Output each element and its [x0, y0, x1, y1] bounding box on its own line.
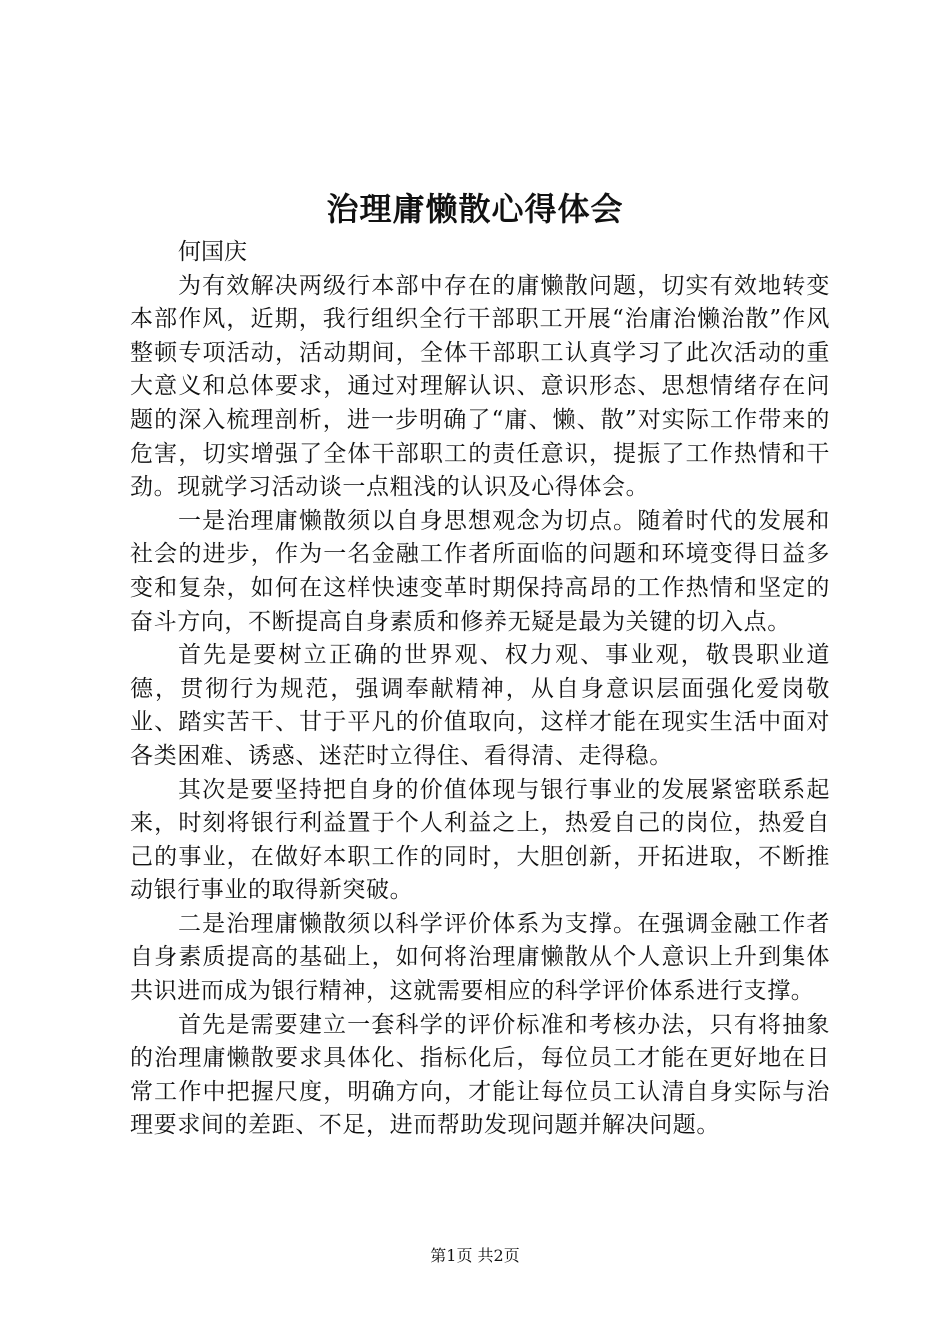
document-title: 治理庸懒散心得体会	[326, 190, 624, 228]
paragraph-4: 其次是要坚持把自身的价值体现与银行事业的发展紧密联系起来，时刻将银行利益置于个人利益之上，热爱自己的岗位，热爱自己的事业，在做好本职工作的同时，大胆创新，开拓进取，不断推动银行事业的取得新突破。	[130, 776, 830, 904]
author-name: 何国庆	[178, 239, 247, 265]
paragraph-2: 一是治理庸懒散须以自身思想观念为切点。随着时代的发展和社会的进步，作为一名金融工作者所面临的问题和环境变得日益多变和复杂，如何在这样快速变革时期保持高昂的工作热情和坚定的奋斗方向，不断提高自身素质和修养无疑是最为关键的切入点。	[130, 507, 830, 635]
paragraph-6: 首先是需要建立一套科学的评价标准和考核办法，只有将抽象的治理庸懒散要求具体化、指标化后，每位员工才能在更好地在日常工作中把握尺度，明确方向，才能让每位员工认清自身实际与治理要求间的差距、不足，进而帮助发现问题并解决问题。	[130, 1011, 830, 1139]
page-footer: 第1页 共2页	[430, 1246, 520, 1265]
document-body	[130, 236, 830, 1143]
paragraph-5: 二是治理庸懒散须以科学评价体系为支撑。在强调金融工作者自身素质提高的基础上，如何将治理庸懒散从个人意识上升到集体共识进而成为银行精神，这就需要相应的科学评价体系进行支撑。	[130, 910, 830, 1005]
paragraph-3: 首先是要树立正确的世界观、权力观、事业观，敬畏职业道德，贯彻行为规范，强调奉献精神，从自身意识层面强化爱岗敬业、踏实苦干、甘于平凡的价值取向，这样才能在现实生活中面对各类困难、诱惑、迷茫时立得住、看得清、走得稳。	[130, 642, 830, 769]
paragraph-1: 为有效解决两级行本部中存在的庸懒散问题，切实有效地转变本部作风，近期，我行组织全行干部职工开展“治庸治懒治散”作风整顿专项活动，活动期间，全体干部职工认真学习了此次活动的重大意义和总体要求，通过对理解认识、意识形态、思想情绪存在问题的深入梳理剖析，进一步明确了“庸、懒、散”对实际工作带来的危害，切实增强了全体干部职工的责任意识，提振了工作热情和干劲。现就学习活动谈一点粗浅的认识及心得体会。	[130, 272, 830, 501]
